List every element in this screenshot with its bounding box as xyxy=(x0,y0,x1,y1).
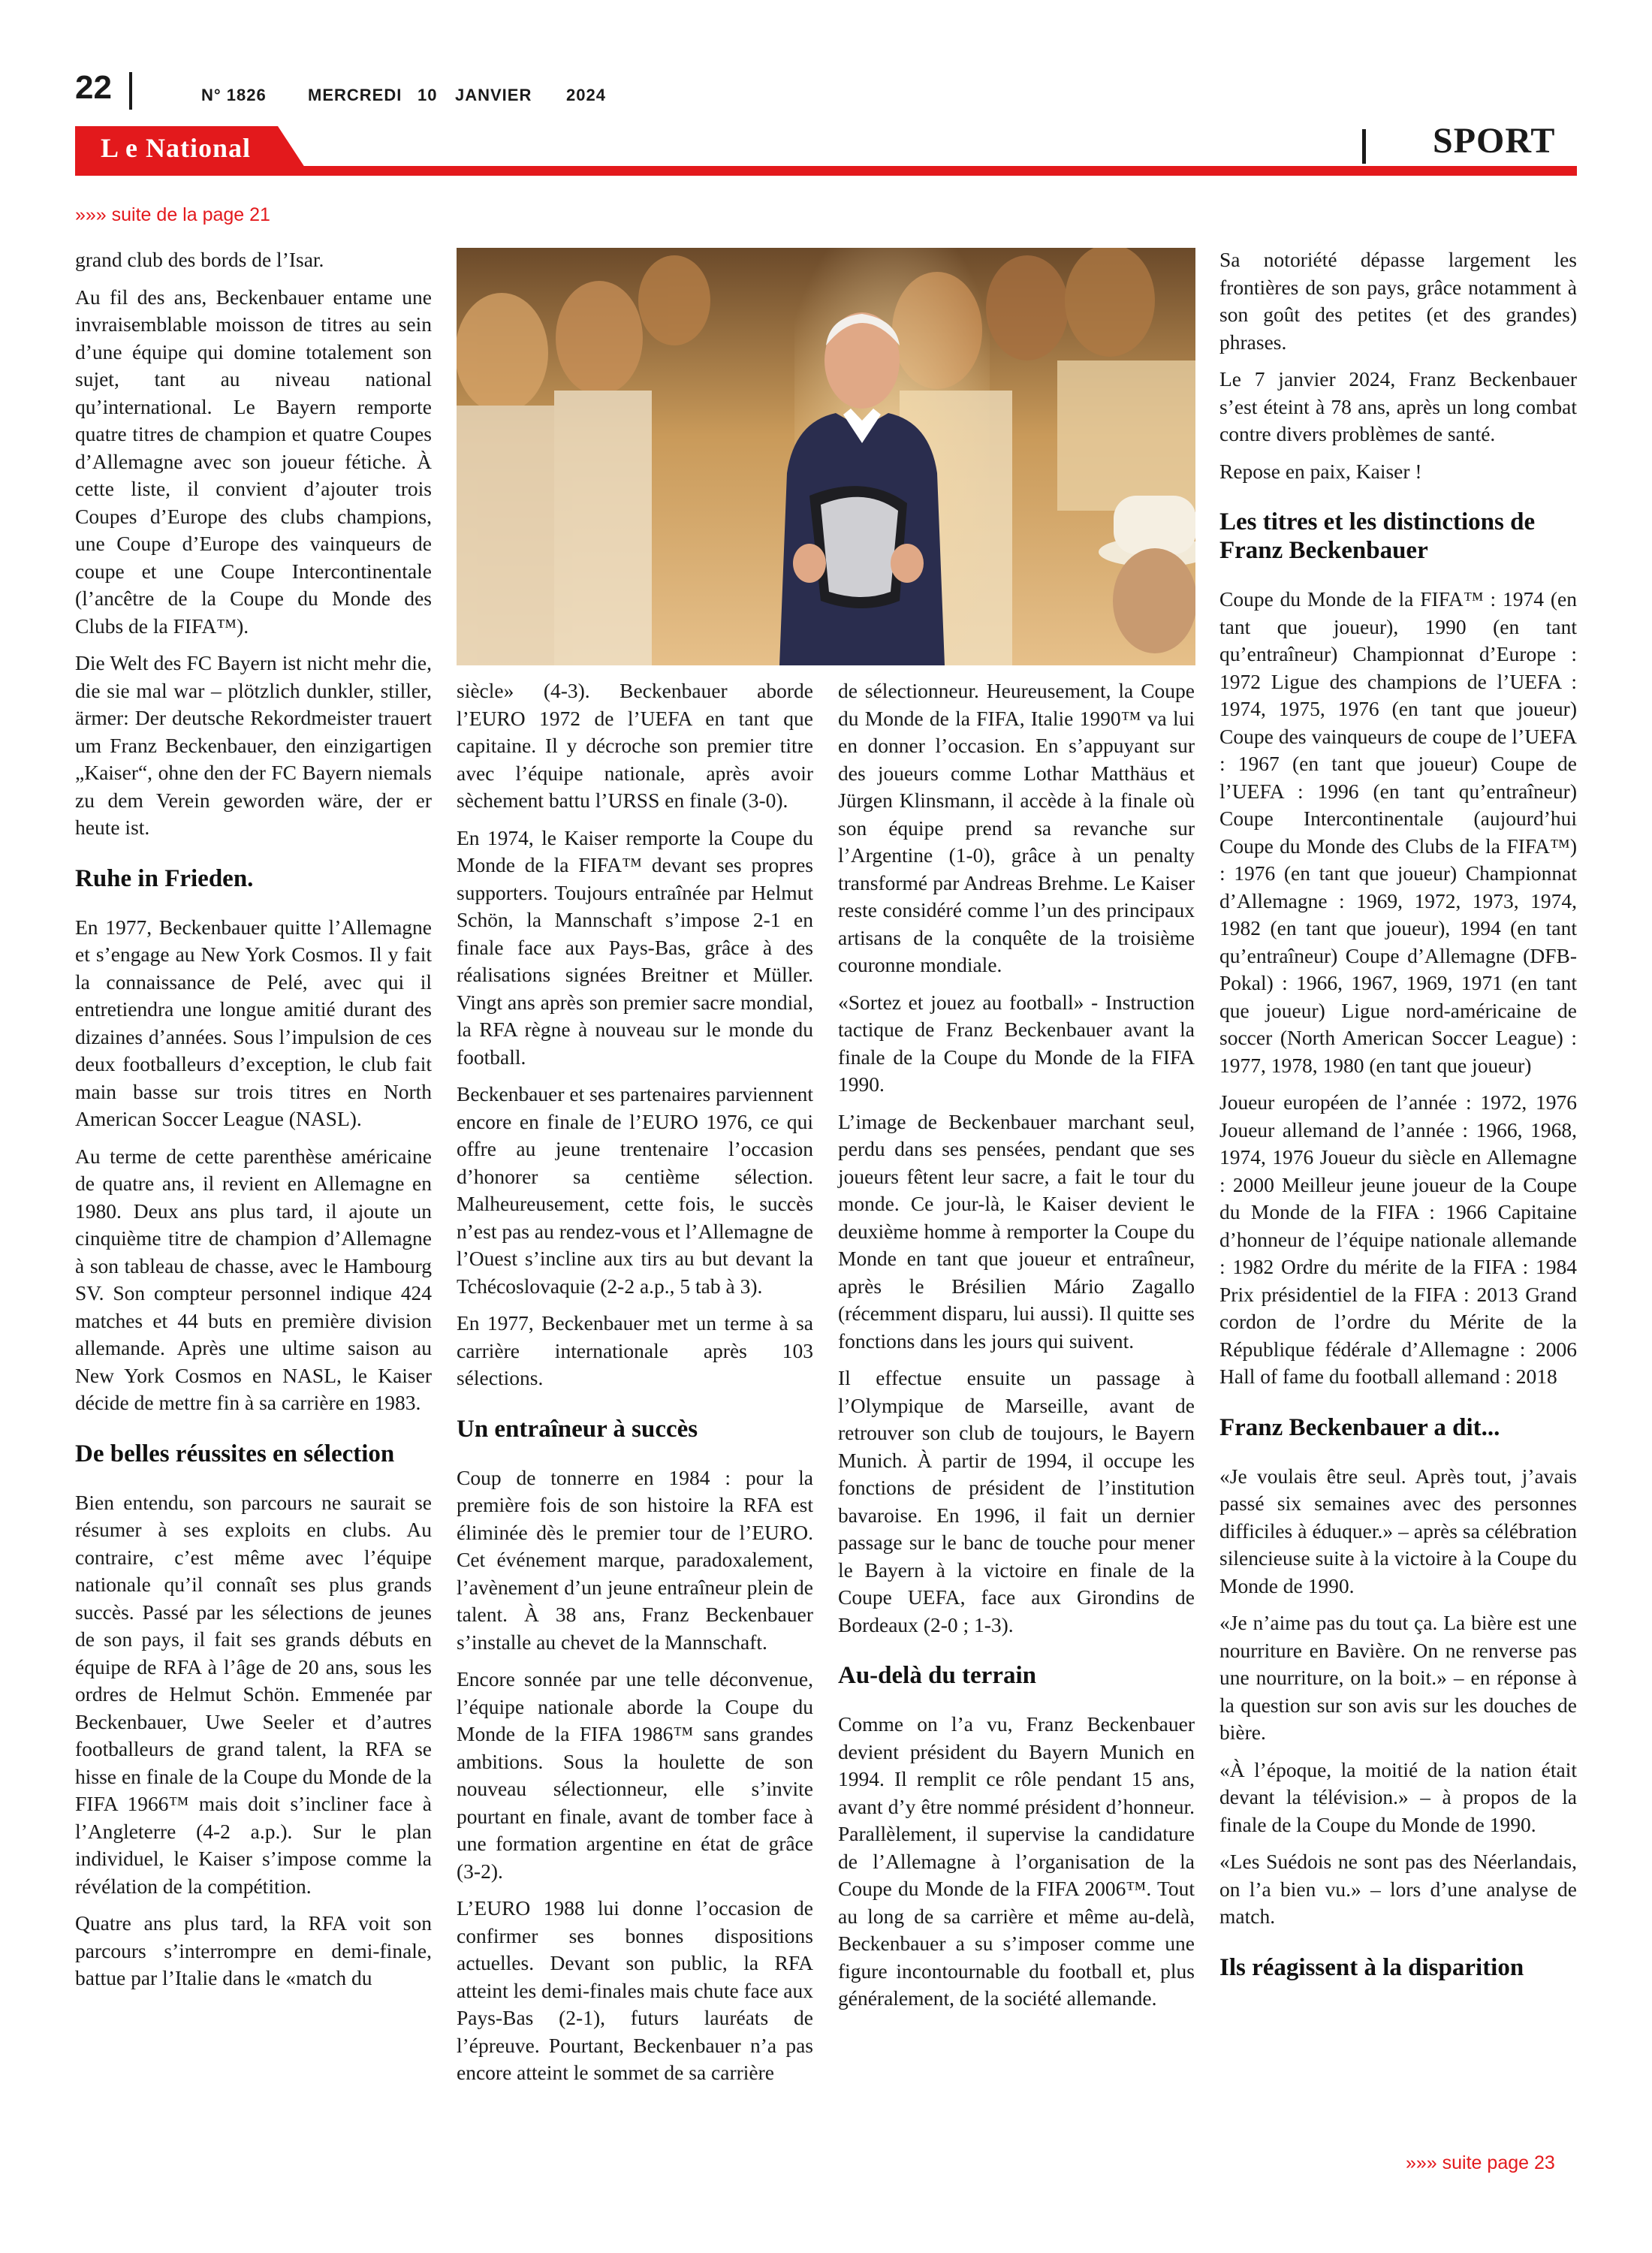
issue-number: N° 1826 xyxy=(201,86,267,104)
paragraph: Coup de tonnerre en 1984 : pour la première fois de son histoire la RFA est éliminée dès le premier tour de l’EURO. Cet événement marque, paradoxalement, l’avènement d’un jeune entraîneur plein de talent. À 38 ans, Franz Beckenbauer s’installe au chevet de la Mannschaft. xyxy=(457,1465,813,1654)
paragraph: Coupe du Monde de la FIFA™ : 1974 (en tant que joueur), 1990 (en tant qu’entraîneur) Championnat d’Europe : 1972 Ligue des champions de l’UEFA : 1974, 1975, 1976 (en tant que joueur) Coupe des vainqueurs de coupe de l’UEFA : 1967 (en tant que joueur) Coupe de l’UEFA : 1996 (en tant qu’entraîneur) Coupe Intercontinentale (aujourd’hui Coupe du Monde des Clubs de la FIFA™) : 1976 (en tant que joueur) Championnat d’Allemagne : 1969, 1972, 1973, 1974, 1982 (en tant que joueur), 1994 (en tant qu’entraîneur) Coupe d’Allemagne (DFB-Pokal) : 1966, 1967, 1969, 1971 (en tant que joueur) Ligue nord-américaine de soccer (North American Soccer League) : 1977, 1978, 1980 (en tant que joueur) xyxy=(1219,587,1577,1077)
subheading-entraineur: Un entraîneur à succès xyxy=(457,1415,698,1443)
quote-paragraph: «Je voulais être seul. Après tout, j’avais passé six semaines avec des personnes difficiles à éduquer.» – après sa célébration silencieuse suite à la victoire à la Coupe du Monde de 1990. xyxy=(1219,1464,1577,1597)
continued-from-link: »»» suite de la page 21 xyxy=(75,204,270,225)
paragraph: Die Welt des FC Bayern ist nicht mehr die, die sie mal war – plötzlich dunkler, stiller, ärmer: Der deutsche Rekordmeister trauert um Franz Beckenbauer, den einzigartigen „Kaiser“, ohne den der FC Bayern niemals zu dem Verein geworden wäre, der er heute ist. xyxy=(75,651,432,839)
quote-paragraph: «Je n’aime pas du tout ça. La bière est une nourriture en Bavière. On ne renverse pas une nourriture, on la boit.» – en réponse à la question sur son avis sur les douches de bière. xyxy=(1219,1611,1577,1744)
subheading-belles-reussites: De belles réussites en sélection xyxy=(75,1440,395,1467)
paragraph: Sa notoriété dépasse largement les frontières de son pays, grâce notamment à son goût des petites (et des grandes) phrases. xyxy=(1219,248,1577,354)
section-divider xyxy=(1362,129,1366,164)
paragraph: L’EURO 1988 lui donne l’occasion de confirmer ses bonnes dispositions actuelles. Devant son public, la RFA atteint les demi-finales mais chute face aux Pays-Bas (2-1), futurs lauréats de l’épreuve. Pourtant, Beckenbauer n’a pas encore atteint le sommet de sa carrière xyxy=(457,1896,813,2084)
article-column-4 xyxy=(1219,246,1577,2003)
header-rule xyxy=(75,166,1577,176)
paragraph: «Sortez et jouez au football» - Instruction tactique de Franz Beckenbauer avant la finale de la Coupe du Monde de la FIFA 1990. xyxy=(838,990,1195,1096)
page-header xyxy=(0,0,1652,180)
paragraph: Il effectue ensuite un passage à l’Olympique de Marseille, avant de retrouver son club de toujours, le Bayern Munich. À partir de 1994, il occupe les fonctions de président de l’institution bavaroise. En 1996, il fait un dernier passage sur le banc de touche pour mener le Bayern à la victoire en finale de la Coupe UEFA, face aux Girondins de Bordeaux (2-0 ; 1-3). xyxy=(838,1366,1195,1636)
paragraph: Le 7 janvier 2024, Franz Beckenbauer s’est éteint à 78 ans, après un long combat contre divers problèmes de santé. xyxy=(1219,367,1577,445)
paragraph: grand club des bords de l’Isar. xyxy=(75,248,324,271)
paragraph: Beckenbauer et ses partenaires parviennent encore en finale de l’EURO 1976, ce qui offre au jeune trentenaire l’occasion d’honorer sa centième sélection. Malheureusement, cette fois, le succès n’est pas au rendez-vous et l’Allemagne de l’Ouest s’incline aux tirs au but devant la Tchécoslovaquie (2-2 a.p., 5 tab à 3). xyxy=(457,1082,813,1298)
subheading-titres: Les titres et les distinctions de Franz Beckenbauer xyxy=(1219,508,1536,564)
paragraph: Au fil des ans, Beckenbauer entame une invraisemblable moisson de titres au sein d’une équipe qui domine totalement son sujet, tant au niveau national qu’international. Le Bayern remporte quatre titres de champion et quatre Coupes d’Allemagne avec son joueur fétiche. À cette liste, il convient d’ajouter trois Coupes d’Europe des clubs champions, une Coupe d’Europe des vainqueurs de coupe et une Coupe Intercontinentale (l’ancêtre de la Coupe du Monde des Clubs de la FIFA™). xyxy=(75,285,432,638)
article-column-2 xyxy=(457,677,813,2097)
paragraph: En 1977, Beckenbauer quitte l’Allemagne et s’engage au New York Cosmos. Il y fait la connaissance de Pelé, avec qui il entretiendra une longue amitié durant des dizaines d’années. Sous l’impulsion de ces deux footballeurs d’exception, le club fait main basse sur trois titres en North American Soccer League (NASL). xyxy=(75,915,432,1130)
weekday: MERCREDI xyxy=(308,86,402,104)
paragraph: de sélectionneur. Heureusement, la Coupe du Monde de la FIFA, Italie 1990™ va lui en donner l’occasion. En s’appuyant sur des joueurs comme Lothar Matthäus et Jürgen Klinsmann, il accède à la finale où son équipe prend sa revanche sur l’Argentine (1-0), grâce à un penalty transformé par Andreas Brehme. Le Kaiser reste considéré comme l’un des principaux artisans de la conquête de la troisième couronne mondiale. xyxy=(838,679,1195,976)
article-column-3 xyxy=(838,677,1195,2022)
year: 2024 xyxy=(566,86,606,104)
paragraph: Repose en paix, Kaiser ! xyxy=(1219,459,1422,483)
subheading-reactions: Ils réagissent à la disparition xyxy=(1219,1953,1524,1981)
article-photo xyxy=(457,248,1195,665)
paragraph: Au terme de cette parenthèse américaine de quatre ans, il revient en Allemagne en 1980. Deux ans plus tard, il ajoute un cinquième titre de champion d’Allemagne à son tableau de chasse, avec le Hambourg SV. Son compteur personnel indique 424 matches et 44 buts en première division allemande. Après une ultime saison au New York Cosmos en NASL, le Kaiser décide de mettre fin à sa carrière en 1983. xyxy=(75,1144,432,1414)
paragraph: Encore sonnée par une telle déconvenue, l’équipe nationale aborde la Coupe du Monde de la FIFA 1986™ sans grandes ambitions. Sous la houlette de son nouveau sélectionneur, elle s’invite pourtant en finale, avant de tomber face à une formation argentine en état de grâce (3-2). xyxy=(457,1667,813,1883)
paragraph: En 1977, Beckenbauer met un terme à sa carrière internationale après 103 sélections. xyxy=(457,1311,813,1389)
page-number: 22 xyxy=(75,69,112,106)
month: JANVIER xyxy=(455,86,532,104)
paragraph: Comme on l’a vu, Franz Beckenbauer devient président du Bayern Munich en 1994. Il remplit ce rôle pendant 15 ans, avant d’y être nommé président d’honneur. Parallèlement, il supervise la candidature de l’Allemagne à l’organisation de la Coupe du Monde de la FIFA 2006™. Tout au long de sa carrière et même au-delà, Beckenbauer a su s’imposer comme une figure incontournable du football et, plus généralement, de la société allemande. xyxy=(838,1712,1195,2010)
paragraph: Joueur européen de l’année : 1972, 1976 Joueur allemand de l’année : 1966, 1968, 1974, 1976 Joueur du siècle en Allemagne : 2000 Meilleur jeune joueur de la Coupe du Monde de la FIFA : 1966 Capitaine d’honneur de l’équipe nationale allemande : 1982 Ordre du mérite de la FIFA : 1984 Prix présidentiel de la FIFA : 2013 Grand cordon de l’ordre du Mérite de la République fédérale d’Allemagne : 2006 Hall of fame du football allemand : 2018 xyxy=(1219,1090,1577,1388)
publication-name: L e National xyxy=(101,133,252,163)
day: 10 xyxy=(418,86,438,104)
subheading-au-dela: Au-delà du terrain xyxy=(838,1662,1036,1689)
paragraph: L’image de Beckenbauer marchant seul, perdu dans ses pensées, pendant que ses joueurs fêtent leur sacre, a fait le tour du monde. Ce jour-là, le Kaiser devient le deuxième homme à remporter la Coupe du Monde en tant que joueur et entraîneur, après le Brésilien Mário Zagallo (récemment disparu, lui aussi). Il quitte ses fonctions dans les jours qui suivent. xyxy=(838,1109,1195,1353)
quote-paragraph: «À l’époque, la moitié de la nation était devant la télévision.» – à propos de la finale de la Coupe du Monde de 1990. xyxy=(1219,1757,1577,1836)
paragraph: siècle» (4-3). Beckenbauer aborde l’EURO 1972 de l’UEFA en tant que capitaine. Il y décroche son premier titre avec l’équipe nationale, après avoir sèchement battu l’URSS en finale (3-0). xyxy=(457,679,813,812)
quote-paragraph: «Les Suédois ne sont pas des Néerlandais, on l’a bien vu.» – lors d’une analyse de match. xyxy=(1219,1850,1577,1928)
continued-on-link: »»» suite page 23 xyxy=(1406,2152,1555,2173)
subheading-a-dit: Franz Beckenbauer a dit... xyxy=(1219,1413,1500,1441)
article-column-1 xyxy=(75,246,432,2002)
publication-logo xyxy=(75,126,306,170)
subheading-ruhe-in-frieden: Ruhe in Frieden. xyxy=(75,864,254,892)
section-title: SPORT xyxy=(1433,121,1556,161)
header-divider xyxy=(129,72,132,110)
paragraph: Bien entendu, son parcours ne saurait se résumer à ses exploits en clubs. Au contraire, c’est même avec l’équipe nationale qu’il connaît ses plus grands succès. Passé par les sélections de jeunes de son pays, il fait ses grands débuts en équipe de RFA à l’âge de 20 ans, sous les ordres de Helmut Schön. Emmenée par Beckenbauer, Uwe Seeler et d’autres footballeurs de grand talent, la RFA se hisse en finale de la Coupe du Monde de la FIFA 1966™ mais doit s’incliner face à l’Angleterre (4-2 a.p.). Sur le plan individuel, le Kaiser s’impose comme la révélation de la compétition. xyxy=(75,1490,432,1898)
beckenbauer-photo xyxy=(457,248,1195,665)
paragraph: Quatre ans plus tard, la RFA voit son parcours s’interrompre en demi-finale, battue par l’Italie dans le «match du xyxy=(75,1911,432,1989)
paragraph: En 1974, le Kaiser remporte la Coupe du Monde de la FIFA™ devant ses propres supporters. Toujours entraînée par Helmut Schön, la Mannschaft s’impose 2-1 en finale face aux Pays-Bas, grâce à des réalisations signées Breitner et Müller. Vingt ans après son premier sacre mondial, la RFA règne à nouveau sur le monde du football. xyxy=(457,825,813,1069)
